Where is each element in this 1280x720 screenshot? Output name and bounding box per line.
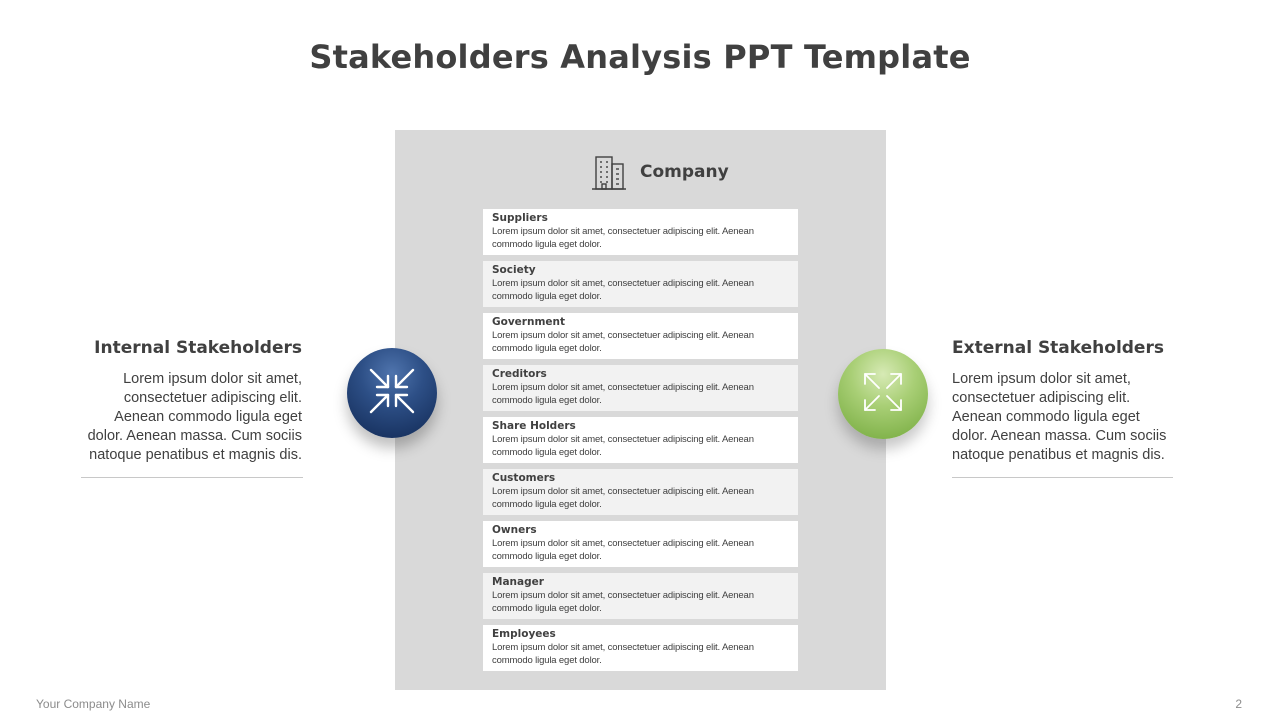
stakeholder-item: [483, 261, 798, 307]
stakeholder-item: [483, 573, 798, 619]
stakeholder-item-title: Share Holders: [492, 420, 576, 432]
company-header: [590, 152, 729, 192]
footer-company-name: Your Company Name: [36, 697, 151, 711]
stakeholder-item-title: Manager: [492, 576, 544, 588]
company-label: Company: [640, 162, 729, 182]
stakeholder-item: [483, 417, 798, 463]
stakeholder-item: [483, 625, 798, 671]
stakeholder-item: [483, 209, 798, 255]
stakeholder-item: [483, 365, 798, 411]
stakeholder-item: [483, 469, 798, 515]
external-divider: [952, 477, 1173, 478]
stakeholder-item-text: Lorem ipsum dolor sit amet, consectetuer adipiscing elit. Aenean commodo ligula eget dolor.: [492, 486, 754, 510]
external-stakeholders-text: Lorem ipsum dolor sit amet, consectetuer adipiscing elit. Aenean commodo ligula eget dolor. Aenean massa. Cum sociis natoque penatibus et magnis dis.: [952, 371, 1167, 463]
stakeholder-item-text: Lorem ipsum dolor sit amet, consectetuer adipiscing elit. Aenean commodo ligula eget dolor.: [492, 538, 754, 562]
external-stakeholders-title: External Stakeholders: [952, 338, 1164, 358]
page-number: 2: [1235, 697, 1242, 711]
stakeholder-item: [483, 521, 798, 567]
slide-title: Stakeholders Analysis PPT Template: [309, 38, 971, 76]
internal-stakeholders-text: Lorem ipsum dolor sit amet, consectetuer adipiscing elit. Aenean commodo ligula eget dolor. Aenean massa. Cum sociis natoque penatibus et magnis dis.: [87, 371, 302, 463]
stakeholder-item-title: Customers: [492, 472, 556, 484]
stakeholder-list: [483, 209, 798, 677]
arrows-inward-icon: [365, 364, 419, 423]
stakeholder-item-title: Employees: [492, 628, 556, 640]
stakeholder-item-text: Lorem ipsum dolor sit amet, consectetuer adipiscing elit. Aenean commodo ligula eget dolor.: [492, 642, 754, 666]
stakeholder-item-text: Lorem ipsum dolor sit amet, consectetuer adipiscing elit. Aenean commodo ligula eget dolor.: [492, 330, 754, 354]
internal-divider: [81, 477, 303, 478]
building-icon: [590, 153, 628, 191]
stakeholder-item-title: Suppliers: [492, 212, 548, 224]
stakeholder-item-title: Society: [492, 264, 536, 276]
arrows-outward-icon: [861, 370, 905, 419]
stakeholder-item-text: Lorem ipsum dolor sit amet, consectetuer adipiscing elit. Aenean commodo ligula eget dolor.: [492, 278, 754, 302]
internal-stakeholders-title: Internal Stakeholders: [94, 338, 302, 358]
stakeholder-item: [483, 313, 798, 359]
internal-stakeholders-orb: [347, 348, 437, 438]
stakeholder-item-text: Lorem ipsum dolor sit amet, consectetuer adipiscing elit. Aenean commodo ligula eget dolor.: [492, 226, 754, 250]
stakeholder-item-text: Lorem ipsum dolor sit amet, consectetuer adipiscing elit. Aenean commodo ligula eget dolor.: [492, 434, 754, 458]
external-stakeholders-orb: [838, 349, 928, 439]
stakeholder-item-text: Lorem ipsum dolor sit amet, consectetuer adipiscing elit. Aenean commodo ligula eget dolor.: [492, 590, 754, 614]
stakeholder-item-title: Creditors: [492, 368, 547, 380]
stakeholder-item-title: Owners: [492, 524, 537, 536]
stakeholder-item-title: Government: [492, 316, 566, 328]
stakeholder-item-text: Lorem ipsum dolor sit amet, consectetuer adipiscing elit. Aenean commodo ligula eget dolor.: [492, 382, 754, 406]
